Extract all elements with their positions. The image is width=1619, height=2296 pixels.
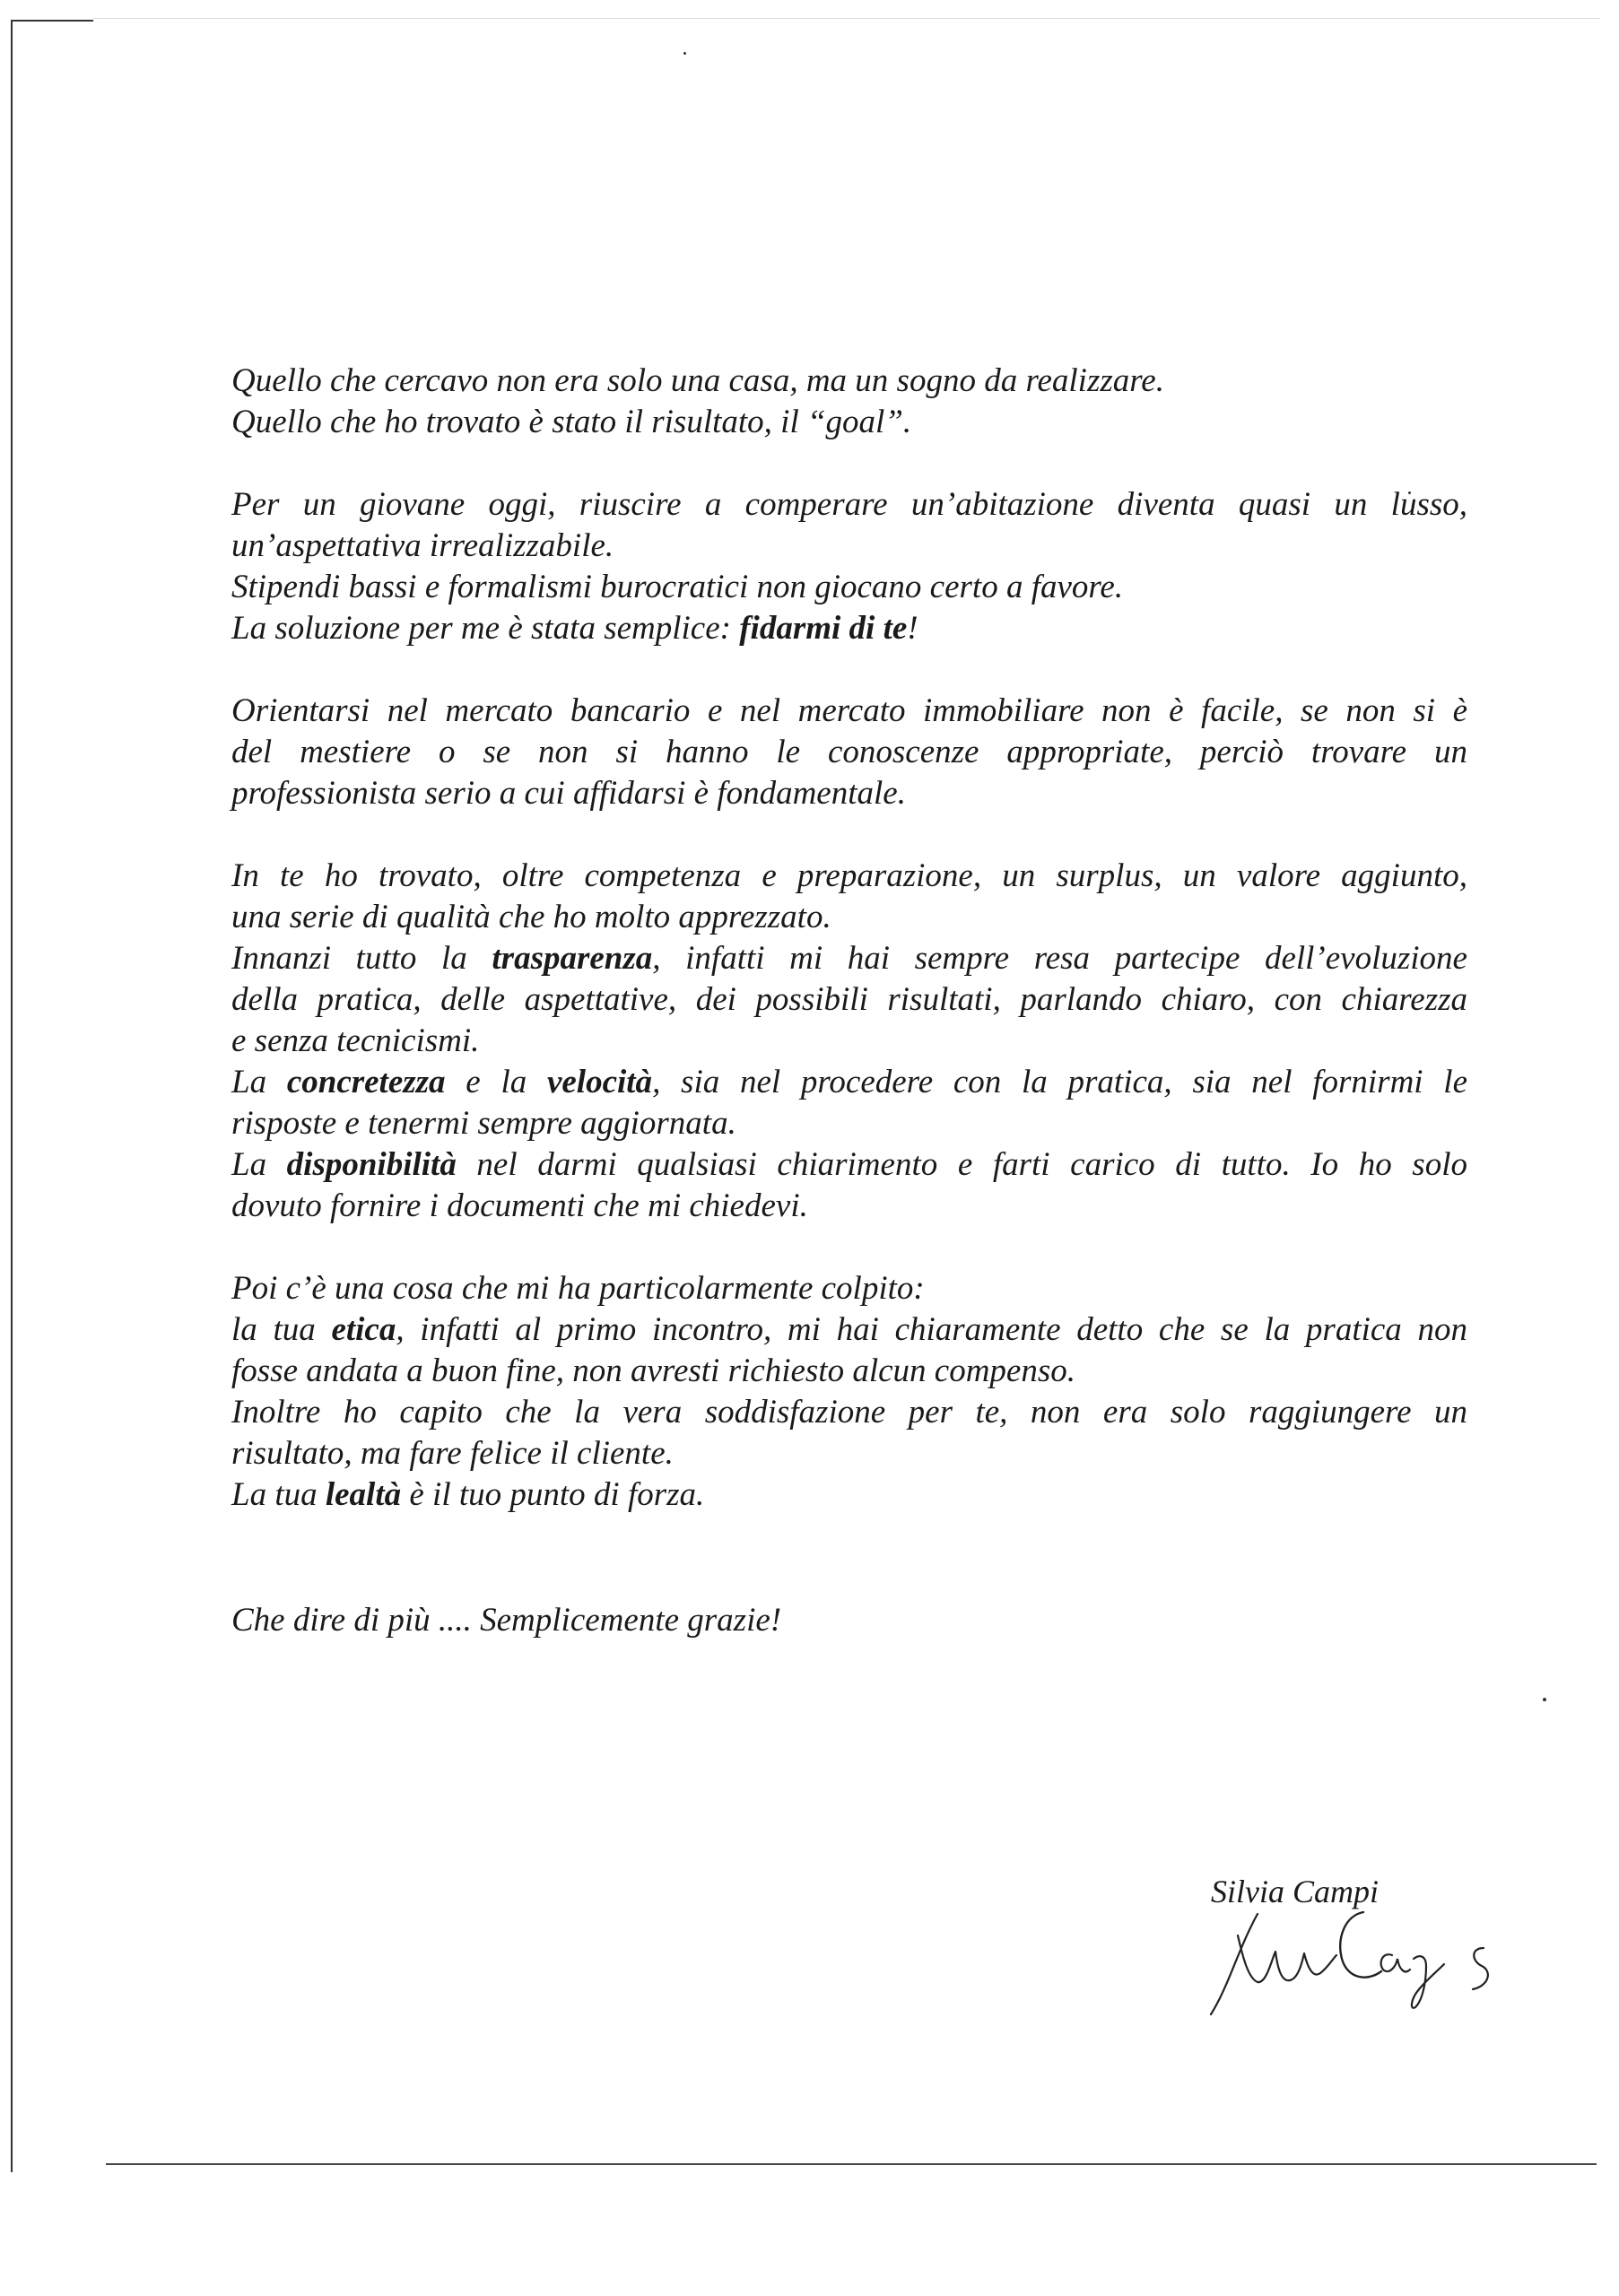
paragraph-4 <box>231 856 1467 1227</box>
text-segment: la tua <box>231 1311 332 1348</box>
text-segment: Innanzi tutto la <box>231 940 492 977</box>
emphasis-trasparenza: trasparenza <box>492 940 653 977</box>
closing-paragraph <box>231 1600 1467 1641</box>
text-line: risposte e tenermi sempre aggiornata. <box>231 1105 736 1142</box>
paragraph-2 <box>231 484 1467 649</box>
text-segment: è il tuo punto di forza. <box>401 1476 705 1513</box>
text-segment: , infatti al primo incontro, mi hai chiaramente detto che se la pratica non <box>396 1311 1467 1348</box>
text-segment: La <box>231 1146 287 1183</box>
text-segment: La tua <box>231 1476 326 1513</box>
paragraph-1 <box>231 361 1467 443</box>
text-line: un’aspettativa irrealizzabile. <box>231 527 614 564</box>
signature-block <box>1202 1873 1507 2025</box>
letter-body <box>231 361 1467 1683</box>
text-line: fosse andata a buon fine, non avresti richiesto alcun compenso. <box>231 1352 1075 1389</box>
scan-frame-left <box>11 20 13 2172</box>
text-line: Stipendi bassi e formalismi burocratici non giocano certo a favore. <box>231 569 1124 605</box>
text-segment: ! <box>907 610 918 647</box>
text-segment: e la <box>445 1064 547 1100</box>
text-line: una serie di qualità che ho molto apprezzato. <box>231 899 831 935</box>
text-line: risultato, ma fare felice il cliente. <box>231 1435 674 1472</box>
text-segment: nel darmi qualsiasi chiarimento e farti carico di tutto. Io ho solo <box>456 1146 1467 1183</box>
emphasis-fidarmi: fidarmi di te <box>739 610 908 647</box>
text-line: Per un giovane oggi, riuscire a comperare un’abitazione diventa quasi un lusso, <box>231 486 1467 523</box>
text-line: della pratica, delle aspettative, dei possibili risultati, parlando chiaro, con chiarezza <box>231 981 1467 1018</box>
text-line: Poi c’è una cosa che mi ha particolarmente colpito: <box>231 1270 925 1307</box>
emphasis-disponibilita: disponibilità <box>286 1146 457 1183</box>
signatory-name: Silvia Campi <box>1211 1874 1379 1909</box>
text-segment: , sia nel procedere con la pratica, sia nel fornirmi le <box>652 1064 1467 1100</box>
text-line: e senza tecnicismi. <box>231 1022 480 1059</box>
text-line: dovuto fornire i documenti che mi chiedevi. <box>231 1187 808 1224</box>
scan-frame-top <box>11 20 93 22</box>
emphasis-etica: etica <box>331 1311 396 1348</box>
text-line: Quello che ho trovato è stato il risultato, il “goal”. <box>231 404 912 440</box>
scan-frame-top-faint <box>93 18 1600 19</box>
text-line <box>231 1144 1467 1186</box>
handwritten-signature-icon <box>1202 1896 1507 2022</box>
text-segment: , infatti mi hai sempre resa partecipe dell’evoluzione <box>652 940 1467 977</box>
scan-speck <box>1543 1698 1546 1701</box>
emphasis-concretezza: concretezza <box>286 1064 446 1100</box>
emphasis-velocita: velocità <box>546 1064 653 1100</box>
closing-line: Che dire di più .... Semplicemente grazie! <box>231 1602 782 1639</box>
text-line: professionista serio a cui affidarsi è fondamentale. <box>231 775 906 812</box>
text-line <box>231 938 1467 979</box>
text-line <box>231 1474 1467 1516</box>
paragraph-3 <box>231 691 1467 814</box>
text-segment: La <box>231 1064 287 1100</box>
text-line: del mestiere o se non si hanno le conoscenze appropriate, perciò trovare un <box>231 734 1467 770</box>
text-line <box>231 608 1467 649</box>
text-line: Inoltre ho capito che la vera soddisfazione per te, non era solo raggiungere un <box>231 1394 1467 1431</box>
text-segment: La soluzione per me è stata semplice: <box>231 610 740 647</box>
paragraph-5 <box>231 1268 1467 1516</box>
scan-speck <box>683 52 686 55</box>
text-line <box>231 1062 1467 1103</box>
scan-frame-bottom <box>106 2163 1597 2165</box>
text-line: Orientarsi nel mercato bancario e nel mercato immobiliare non è facile, se non si è <box>231 692 1467 729</box>
text-line: In te ho trovato, oltre competenza e preparazione, un surplus, un valore aggiunto, <box>231 857 1467 894</box>
text-line <box>231 1309 1467 1351</box>
emphasis-lealta: lealtà <box>325 1476 402 1513</box>
text-line: Quello che cercavo non era solo una casa, ma un sogno da realizzare. <box>231 362 1164 399</box>
